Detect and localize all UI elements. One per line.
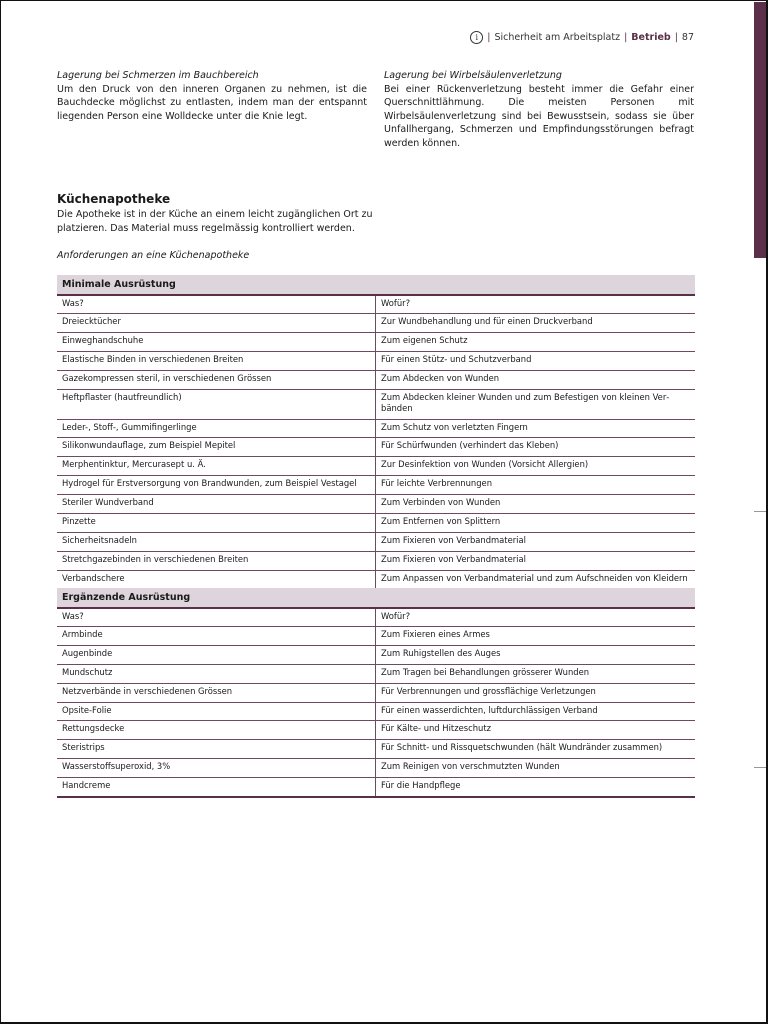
table-row — [57, 532, 695, 551]
cell-for: Für Verbrennungen und grossflächige Verletzungen — [376, 683, 696, 702]
page-number: 87 — [681, 32, 694, 43]
requirements-label: Anforderungen an eine Küchenapotheke — [57, 250, 250, 261]
column-header-what: Was? — [57, 608, 376, 627]
cell-what: Pinzette — [57, 514, 376, 533]
cell-what: Hydrogel für Erstversorgung von Brandwunden, zum Beispiel Vestagel — [57, 476, 376, 495]
column-header-row — [57, 295, 695, 314]
cell-what: Handcreme — [57, 778, 376, 797]
table-body — [57, 608, 695, 797]
table-row — [57, 683, 695, 702]
cell-what: Opsite-Folie — [57, 702, 376, 721]
right-column-heading: Lagerung bei Wirbelsäulenverletzung — [384, 70, 562, 81]
table-row — [57, 664, 695, 683]
table-row — [57, 438, 695, 457]
cell-what: Netzverbände in verschiedenen Grössen — [57, 683, 376, 702]
cell-for: Zum Reinigen von verschmutzten Wunden — [376, 759, 696, 778]
info-icon: i — [470, 31, 483, 44]
table-row — [57, 721, 695, 740]
cell-for: Zum Abdecken kleiner Wunden und zum Befestigen von kleinen Verbänden — [376, 389, 696, 419]
left-column-text: Um den Druck von den inneren Organen zu nehmen, ist die Bauchdecke möglichst zu entlasten, indem man der entspannt liegenden Person eine Wolldecke unter die Knie legt. — [57, 83, 367, 122]
table-row — [57, 702, 695, 721]
cell-for: Zum Verbinden von Wunden — [376, 495, 696, 514]
column-header-for: Wofür? — [376, 295, 696, 314]
table-row — [57, 495, 695, 514]
header-separator: | — [674, 32, 678, 43]
cell-for: Zum eigenen Schutz — [376, 332, 696, 351]
cell-for: Für die Handpflege — [376, 778, 696, 797]
section-title: Küchenapotheke — [57, 192, 171, 206]
table-row — [57, 551, 695, 570]
header-topic: Sicherheit am Arbeitsplatz — [494, 32, 621, 43]
cell-what: Gazekompressen steril, in verschiedenen Grössen — [57, 370, 376, 389]
table-row — [57, 570, 695, 589]
running-header — [470, 31, 694, 44]
table-row — [57, 778, 695, 797]
table-row — [57, 476, 695, 495]
cell-for: Zur Wundbehandlung und für einen Druckverband — [376, 314, 696, 333]
cell-for: Für Schürfwunden (verhindert das Kleben) — [376, 438, 696, 457]
table-title: Ergänzende Ausrüstung — [57, 588, 695, 608]
cell-what: Augenbinde — [57, 645, 376, 664]
table-row — [57, 351, 695, 370]
table-row — [57, 389, 695, 419]
column-header-for: Wofür? — [376, 608, 696, 627]
cell-what: Leder-, Stoff-, Gummifingerlinge — [57, 419, 376, 438]
column-header-row — [57, 608, 695, 627]
extended-equipment-table — [57, 588, 695, 798]
margin-tick — [754, 767, 766, 768]
cell-for: Zum Schutz von verletzten Fingern — [376, 419, 696, 438]
margin-tick — [754, 511, 766, 512]
cell-for: Für einen wasserdichten, luftdurchlässigen Verband — [376, 702, 696, 721]
cell-what: Silikonwundauflage, zum Beispiel Mepitel — [57, 438, 376, 457]
cell-for: Für einen Stütz- und Schutzverband — [376, 351, 696, 370]
cell-what: Armbinde — [57, 627, 376, 646]
cell-what: Heftpflaster (hautfreundlich) — [57, 389, 376, 419]
table-row — [57, 740, 695, 759]
cell-what: Elastische Binden in verschiedenen Breiten — [57, 351, 376, 370]
table-row — [57, 645, 695, 664]
table-row — [57, 457, 695, 476]
cell-what: Rettungsdecke — [57, 721, 376, 740]
cell-what: Steristrips — [57, 740, 376, 759]
table-row — [57, 759, 695, 778]
table-row — [57, 370, 695, 389]
header-section: Betrieb — [631, 32, 671, 43]
cell-for: Zur Desinfektion von Wunden (Vorsicht Allergien) — [376, 457, 696, 476]
cell-what: Verbandschere — [57, 570, 376, 589]
cell-for: Zum Fixieren von Verbandmaterial — [376, 532, 696, 551]
table-row — [57, 419, 695, 438]
table-row — [57, 514, 695, 533]
right-column — [384, 69, 694, 150]
minimal-equipment-table — [57, 275, 695, 591]
column-header-what: Was? — [57, 295, 376, 314]
cell-for: Zum Abdecken von Wunden — [376, 370, 696, 389]
cell-for: Zum Fixieren eines Armes — [376, 627, 696, 646]
cell-what: Einweghandschuhe — [57, 332, 376, 351]
left-column — [57, 69, 367, 123]
cell-for: Für Kälte- und Hitzeschutz — [376, 721, 696, 740]
table-row — [57, 314, 695, 333]
header-separator: | — [487, 32, 491, 43]
cell-for: Für leichte Verbrennungen — [376, 476, 696, 495]
cell-for: Zum Anpassen von Verbandmaterial und zum Aufschneiden von Kleidern — [376, 570, 696, 589]
cell-for: Zum Fixieren von Verbandmaterial — [376, 551, 696, 570]
cell-what: Wasserstoffsuperoxid, 3% — [57, 759, 376, 778]
table-row — [57, 332, 695, 351]
cell-what: Dreiecktücher — [57, 314, 376, 333]
chapter-marker-bar — [754, 2, 766, 258]
cell-what: Sicherheitsnadeln — [57, 532, 376, 551]
cell-for: Zum Tragen bei Behandlungen grösserer Wunden — [376, 664, 696, 683]
left-column-heading: Lagerung bei Schmerzen im Bauchbereich — [57, 70, 259, 81]
cell-for: Zum Ruhigstellen des Auges — [376, 645, 696, 664]
table-row — [57, 627, 695, 646]
table-body — [57, 295, 695, 590]
section-intro: Die Apotheke ist in der Küche an einem leicht zugänglichen Ort zu platzieren. Das Material muss regelmässig kontrolliert werden. — [57, 209, 373, 234]
right-column-text: Bei einer Rückenverletzung besteht immer die Gefahr einer Querschnittlähmung. Die meisten Personen mit Wirbelsäulenverletzung sind bei Bewusstsein, sodass sie über Unfallhergang, Schmerzen und Empfindungsstörungen befragt werden können. — [384, 83, 694, 149]
cell-what: Steriler Wundverband — [57, 495, 376, 514]
table-title: Minimale Ausrüstung — [57, 275, 695, 295]
cell-what: Merphentinktur, Mercurasept u. Ä. — [57, 457, 376, 476]
cell-what: Stretchgazebinden in verschiedenen Breiten — [57, 551, 376, 570]
cell-for: Für Schnitt- und Rissquetschwunden (hält Wundränder zusammen) — [376, 740, 696, 759]
header-separator: | — [624, 32, 628, 43]
cell-what: Mundschutz — [57, 664, 376, 683]
cell-for: Zum Entfernen von Splittern — [376, 514, 696, 533]
